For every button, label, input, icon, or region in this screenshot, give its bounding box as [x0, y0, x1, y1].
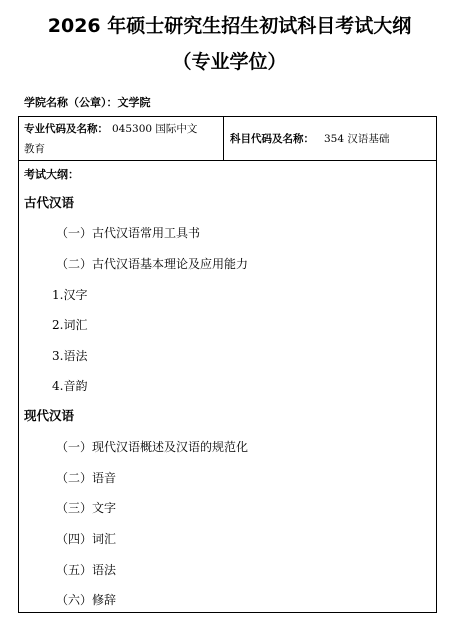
section-title-ancient-chinese: 古代汉语 [24, 195, 75, 210]
outline-item: （三）文字 [56, 501, 117, 515]
major-value: 045300 国际中文 [112, 123, 198, 135]
info-row [19, 117, 436, 161]
college-label: 学院名称（公章）： [24, 96, 118, 109]
outline-item: （一）现代汉语概述及汉语的规范化 [56, 440, 249, 454]
major-label: 专业代码及名称： [24, 123, 108, 135]
outline-label: 考试大纲： [24, 168, 79, 181]
outline-item: （二）古代汉语基本理论及应用能力 [56, 257, 249, 271]
outline-item: （六）修辞 [56, 593, 117, 607]
major-cell [19, 117, 224, 160]
subject-line [230, 132, 389, 146]
subject-cell [224, 117, 436, 160]
page-subtitle: （专业学位） [172, 51, 287, 73]
outline-item: 4.音韵 [52, 379, 88, 393]
major-line [24, 122, 197, 136]
subject-value: 354 汉语基础 [324, 133, 390, 145]
section-title-modern-chinese: 现代汉语 [24, 408, 75, 423]
subject-label: 科目代码及名称： [230, 133, 314, 145]
outline-item: 2.词汇 [52, 318, 88, 332]
college-value: 文学院 [117, 96, 151, 109]
outline-item: （一）古代汉语常用工具书 [56, 226, 201, 240]
college-line [24, 95, 151, 111]
page-title: 2026 年硕士研究生招生初试科目考试大纲 [47, 15, 412, 37]
outline-table [18, 116, 437, 613]
outline-item: （四）词汇 [56, 532, 117, 546]
outline-item: （二）语音 [56, 471, 117, 485]
outline-item: 3.语法 [52, 349, 88, 363]
major-value-continued: 教育 [24, 143, 45, 155]
outline-item: 1.汉字 [52, 288, 88, 302]
outline-item: （五）语法 [56, 563, 117, 577]
